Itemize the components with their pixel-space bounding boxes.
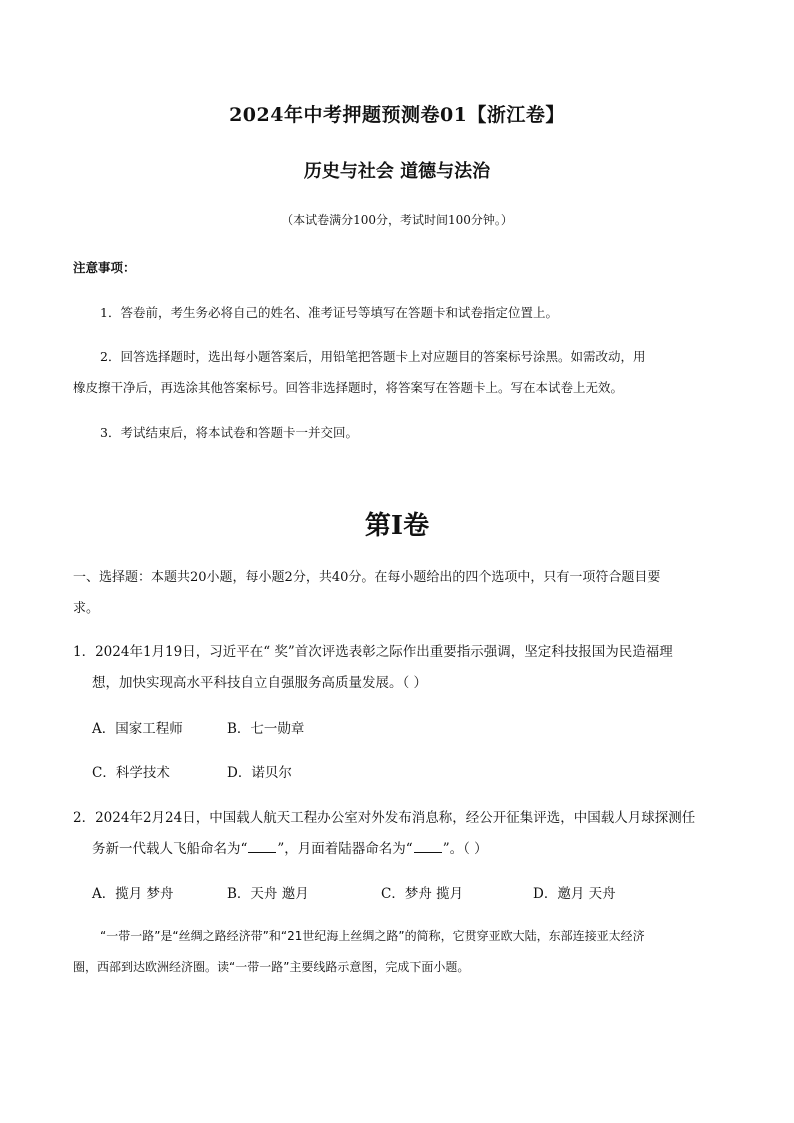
exam-info: （本试卷满分100分，考试时间100分钟。）: [281, 213, 513, 227]
question-2-option-d: D．邀月 天舟: [533, 886, 616, 902]
page-title: 2024年中考押题预测卷01【浙江卷】: [229, 104, 565, 126]
section-intro-continued: 求。: [73, 601, 100, 616]
question-2-text: 2．2024年2月24日，中国载人航天工程办公室对外发布消息称，经公开征集评选，中国载人月球探测任: [73, 810, 696, 826]
note-item-2: 2．回答选择题时，选出每小题答案后，用铅笔把答题卡上对应题目的答案标号涂黑。如需改动，用: [100, 349, 646, 364]
note-item-1: 1．答卷前，考生务必将自己的姓名、准考证号等填写在答题卡和试卷指定位置上。: [100, 305, 558, 320]
question-2-text-part-c: ”。（ ）: [442, 841, 488, 857]
answer-blank: [414, 840, 442, 853]
section-title: 第Ⅰ卷: [364, 511, 430, 541]
note-item-2-continued: 橡皮擦干净后，再选涂其他答案标号。回答非选择题时，将答案写在答题卡上。写在本试卷上无效。: [73, 380, 624, 395]
answer-blank: [248, 840, 276, 853]
question-2-text-part-a: 务新一代载人飞船命名为“: [92, 841, 248, 857]
question-1-option-d: D．诺贝尔: [227, 765, 292, 781]
question-2-text-continued: [92, 837, 488, 857]
question-1-text-continued: 想，加快实现高水平科技自立自强服务高质量发展。（ ）: [92, 675, 428, 691]
question-2-option-b: B．天舟 邀月: [227, 886, 309, 902]
question-2-text-part-b: ”，月面着陆器命名为“: [277, 841, 413, 857]
question-1-option-c: C．科学技术: [92, 765, 170, 781]
reading-passage: “一带一路”是“丝绸之路经济带”和“21世纪海上丝绸之路”的简称，它贯穿亚欧大陆，东部连接亚太经济: [100, 929, 645, 943]
question-2-option-a: A．揽月 梦舟: [92, 886, 174, 902]
question-1-option-b: B．七一勋章: [227, 721, 305, 737]
section-intro: 一、选择题：本题共20小题，每小题2分，共40分。在每小题给出的四个选项中，只有一项符合题目要: [73, 570, 661, 585]
page-subtitle: 历史与社会 道德与法治: [303, 161, 491, 182]
question-1-option-a: A．国家工程师: [92, 721, 183, 737]
reading-passage-continued: 圈，西部到达欧洲经济圈。读“一带一路”主要线路示意图，完成下面小题。: [73, 960, 470, 974]
notes-heading: 注意事项：: [73, 260, 136, 275]
question-2-option-c: C．梦舟 揽月: [381, 886, 464, 902]
question-1-text: 1．2024年1月19日，习近平在“ 奖”首次评选表彰之际作出重要指示强调，坚定科技报国为民造福理: [73, 644, 673, 660]
note-item-3: 3．考试结束后，将本试卷和答题卡一并交回。: [100, 425, 358, 440]
